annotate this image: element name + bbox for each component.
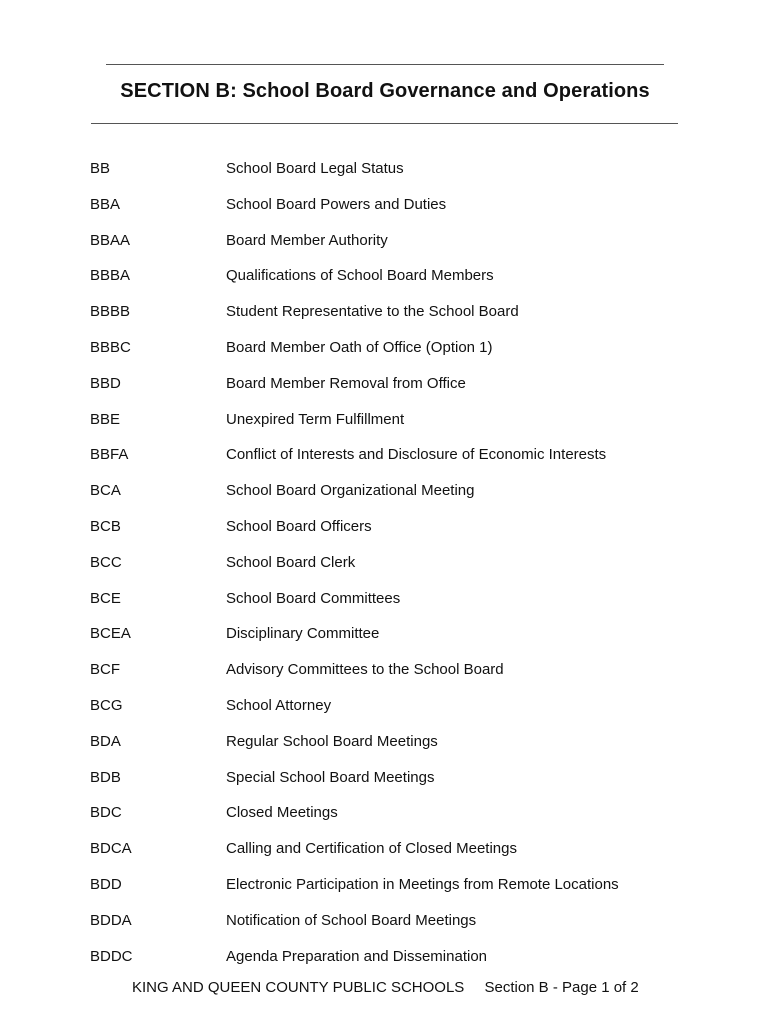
policy-code: BCE xyxy=(90,589,121,607)
policy-title: Qualifications of School Board Members xyxy=(226,267,494,285)
policy-code: BCA xyxy=(90,482,121,500)
policy-title: School Attorney xyxy=(226,696,332,714)
policy-title: Board Member Authority xyxy=(226,231,388,249)
policy-title: School Board Officers xyxy=(226,517,372,535)
policy-code: BDA xyxy=(90,732,121,750)
policy-code: BDDA xyxy=(90,911,132,929)
policy-title: School Board Committees xyxy=(226,589,401,607)
policy-title: Conflict of Interests and Disclosure of Economic Interests xyxy=(226,446,607,464)
policy-title: Advisory Committees to the School Board xyxy=(226,661,504,679)
policy-title: Board Member Oath of Office (Option 1) xyxy=(226,338,493,356)
header-bottom-rule xyxy=(91,123,678,124)
policy-code: BDCA xyxy=(90,840,132,858)
footer-page-number: Section B - Page 1 of 2 xyxy=(484,979,639,996)
policy-code: BBA xyxy=(90,195,121,213)
policy-code: BBAA xyxy=(90,231,131,249)
policy-code: BB xyxy=(90,160,111,177)
policy-title: Unexpired Term Fulfillment xyxy=(226,410,405,428)
policy-code: BBBA xyxy=(90,267,131,285)
policy-code: BDC xyxy=(90,804,122,822)
policy-index-list xyxy=(0,160,770,993)
policy-code: BCG xyxy=(90,696,123,714)
policy-title: Board Member Removal from Office xyxy=(226,374,466,392)
policy-title: Electronic Participation in Meetings from Remote Locations xyxy=(226,875,619,893)
policy-code: BBD xyxy=(90,374,121,392)
header-top-rule xyxy=(106,64,664,65)
policy-code: BBBC xyxy=(90,338,131,356)
policy-code: BDDC xyxy=(90,947,133,965)
policy-code: BBBB xyxy=(90,303,131,321)
policy-code: BCEA xyxy=(90,625,131,643)
policy-title: Agenda Preparation and Dissemination xyxy=(226,947,487,965)
policy-code: BCC xyxy=(90,553,122,571)
policy-code: BCF xyxy=(90,661,120,679)
policy-title: Student Representative to the School Board xyxy=(226,303,519,321)
page-title: SECTION B: School Board Governance and Operations xyxy=(120,80,650,102)
footer-organization: KING AND QUEEN COUNTY PUBLIC SCHOOLS xyxy=(132,979,465,996)
policy-title: School Board Clerk xyxy=(226,553,356,571)
policy-code: BCB xyxy=(90,517,121,535)
policy-code: BBFA xyxy=(90,446,129,464)
policy-code: BDD xyxy=(90,875,122,893)
page-footer xyxy=(132,979,639,996)
policy-code: BBE xyxy=(90,410,121,428)
policy-title: Notification of School Board Meetings xyxy=(226,911,477,929)
policy-title: School Board Powers and Duties xyxy=(226,195,447,213)
policy-title: Regular School Board Meetings xyxy=(226,732,438,750)
policy-title: School Board Legal Status xyxy=(226,160,404,177)
policy-title: Closed Meetings xyxy=(226,804,338,822)
policy-title: Disciplinary Committee xyxy=(226,625,380,643)
policy-title: Calling and Certification of Closed Meetings xyxy=(226,840,517,858)
policy-code: BDB xyxy=(90,768,121,786)
policy-title: Special School Board Meetings xyxy=(226,768,435,786)
policy-title: School Board Organizational Meeting xyxy=(226,482,475,500)
